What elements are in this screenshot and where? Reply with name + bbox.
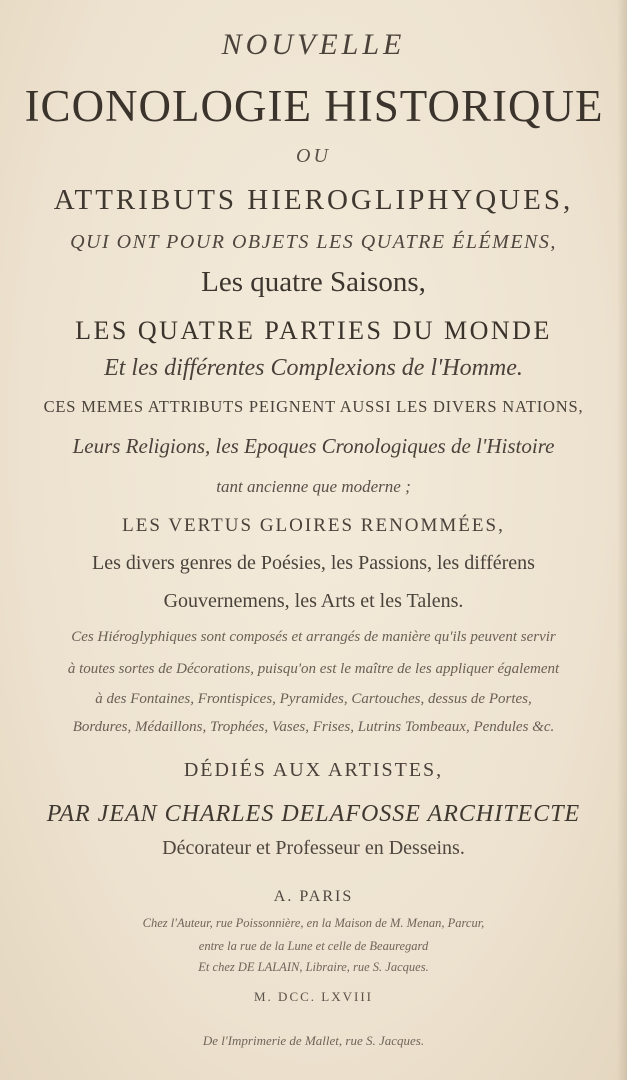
printer: De l'Imprimerie de Mallet, rue S. Jacques.	[202, 1033, 425, 1048]
subtitle-ancienne-moderne: tant ancienne que moderne ;	[216, 477, 411, 496]
page-edge-shadow	[617, 0, 627, 1080]
subtitle-poesies: Les divers genres de Poésies, les Passions, les différens	[92, 552, 535, 574]
subtitle-nations: CES MEMES ATTRIBUTS PEIGNENT AUSSI LES DIVERS NATIONS,	[43, 397, 584, 416]
dedication: DÉDIÉS AUX ARTISTES,	[183, 759, 444, 781]
imprint-address-2: entre la rue de la Lune et celle de Beauregard	[198, 939, 429, 953]
description-line-1: Ces Hiéroglyphiques sont composés et arrangés de manière qu'ils peuvent servir	[71, 629, 556, 645]
subtitle-attributs: ATTRIBUTS HIEROGLIPHYQUES,	[53, 184, 574, 216]
subtitle-parties-du-monde: LES QUATRE PARTIES DU MONDE	[75, 316, 552, 345]
description-line-2: à toutes sortes de Décorations, puisqu'on est le maître de les appliquer également	[67, 661, 560, 677]
author: PAR JEAN CHARLES DELAFOSSE ARCHITECTE	[46, 801, 581, 827]
subtitle-gouvernemens: Gouvernemens, les Arts et les Talens.	[163, 590, 464, 612]
imprint-address-1: Chez l'Auteur, rue Poissonnière, en la Maison de M. Menan, Parcur,	[142, 916, 485, 930]
imprint-bookseller: Et chez DE LALAIN, Libraire, rue S. Jacques.	[198, 960, 429, 974]
title-conjunction: OU	[296, 145, 331, 167]
subtitle-religions: Leurs Religions, les Epoques Cronologiques de l'Histoire	[72, 434, 555, 458]
description-line-3: à des Fontaines, Frontispices, Pyramides, Cartouches, dessus de Portes,	[95, 691, 532, 707]
author-title: Décorateur et Professeur en Desseins.	[162, 837, 465, 859]
subtitle-saisons: Les quatre Saisons,	[201, 266, 426, 298]
imprint-date: M. DCC. LXVIII	[254, 989, 373, 1004]
main-title: ICONOLOGIE HISTORIQUE	[24, 81, 604, 131]
subtitle-elemens: QUI ONT POUR OBJETS LES QUATRE ÉLÉMENS,	[70, 231, 557, 253]
subtitle-vertus: LES VERTUS GLOIRES RENOMMÉES,	[122, 515, 505, 536]
description-line-4: Bordures, Médaillons, Trophées, Vases, Frises, Lutrins Tombeaux, Pendules &c.	[72, 719, 555, 735]
title-line-nouvelle: NOUVELLE	[221, 28, 406, 61]
subtitle-complexions: Et les différentes Complexions de l'Homme.	[104, 355, 523, 381]
imprint-city: A. PARIS	[273, 888, 354, 905]
